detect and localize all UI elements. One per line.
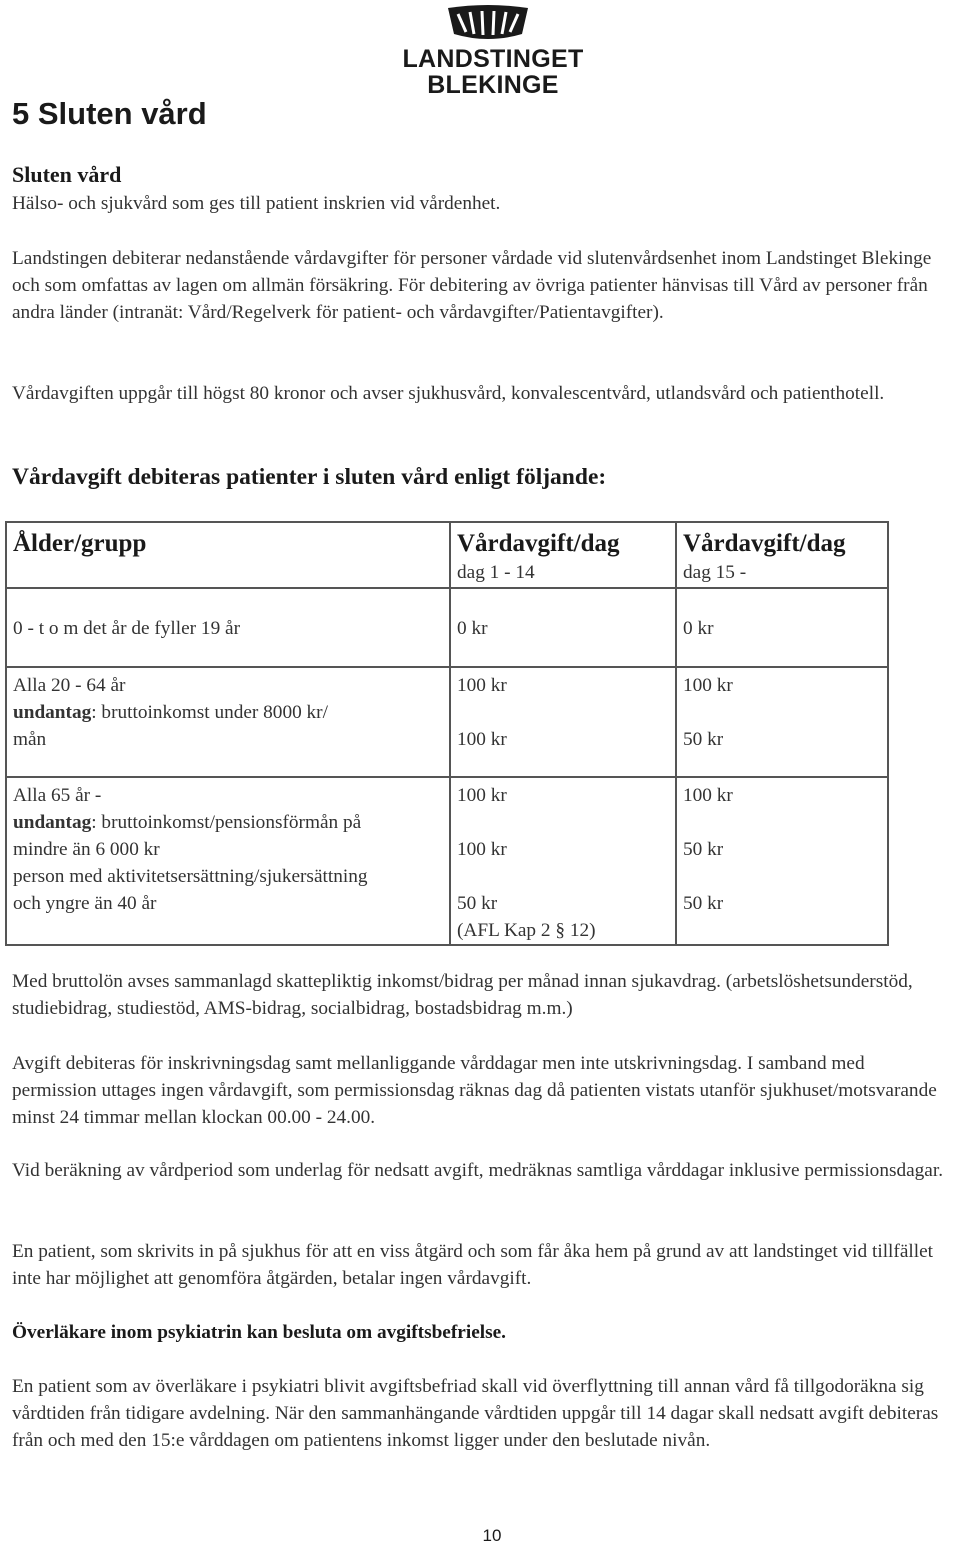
paragraph-care-period: Vid beräkning av vårdperiod som underlag för nedsatt avgift, medräknas samtliga vårddagar inklusive permissionsdagar. bbox=[12, 1160, 944, 1181]
row1-group: 0 - t o m det år de fyller 19 år bbox=[6, 588, 450, 667]
table-row bbox=[6, 777, 888, 945]
fee-table bbox=[5, 521, 889, 946]
header-age-group: Ålder/grupp bbox=[6, 522, 450, 588]
paragraph-psychiatry: En patient som av överläkare i psykiatri blivit avgiftsbefriad skall vid överflyttning till annan vård få tillgodoräkna sig vårdtiden från tidigare avdelning. När den sammanhängande vårdtiden uppgår till 14 dagar skall nedsatt avgift debiteras från och med den 15:e vårddagen om patientens inkomst ligger under den beslutade nivån. bbox=[12, 1376, 939, 1451]
paragraph-no-fee: En patient, som skrivits in på sjukhus för att en viss åtgärd och som får åka hem på grund av att landstinget vid tillfället inte har möjlighet att genomföra åtgärden, betalar ingen vårdavgift. bbox=[12, 1241, 934, 1289]
table-header-row bbox=[6, 522, 888, 588]
legal-reference: (AFL Kap 2 § 12) bbox=[457, 920, 596, 941]
row1-fee-2: 0 kr bbox=[676, 588, 888, 667]
exception-label: undantag bbox=[13, 812, 92, 833]
paragraph-admission-days: Avgift debiteras för inskrivningsdag samt mellanliggande vårddagar men inte utskrivningsdag. I samband med permission uttages ingen vårdavgift, som permissionsdag räknas dag då patienten vistats utanför sjukhuset/motsvarande minst 24 timmar mellan klockan 00.00 - 24.00. bbox=[12, 1053, 937, 1128]
page-title: 5 Sluten vård bbox=[12, 96, 207, 131]
table-row bbox=[6, 588, 888, 667]
row2-fees-1: 100 kr 100 kr bbox=[450, 667, 676, 777]
row1-fee-1: 0 kr bbox=[450, 588, 676, 667]
table-lead-heading: Vårdavgift debiteras patienter i sluten vård enligt följande: bbox=[12, 464, 607, 490]
row2-fees-2: 100 kr 50 kr bbox=[676, 667, 888, 777]
page-number: 10 bbox=[482, 1526, 502, 1545]
section-definition: Hälso- och sjukvård som ges till patient inskrien vid vårdenhet. bbox=[12, 193, 501, 214]
row3-fees-1: 100 kr 100 kr 50 kr (AFL Kap 2 § 12) bbox=[450, 777, 676, 945]
row3-fees-2: 100 kr 50 kr 50 kr bbox=[676, 777, 888, 945]
paragraph-gross-income: Med bruttolön avses sammanlagd skattepliktig inkomst/bidrag per månad innan sjukavdrag. (arbetslöshetsunderstöd, studiebidrag, studiestöd, AMS-bidrag, socialbidrag, bostadsbidrag m.m.) bbox=[12, 971, 913, 1019]
row3-group: Alla 65 år - undantag: bruttoinkomst/pensionsförmån på mindre än 6 000 kr person med aktivitetsersättning/sjukersättning och yngre än 40 år bbox=[6, 777, 450, 945]
paragraph-fees-intro: Landstingen debiterar nedanstående vårdavgifter för personer vårdade vid slutenvårdsenhet inom Landstinget Blekinge och som omfattas av lagen om allmän försäkring. För debitering av övriga patienter hänvisas till Vård av personer från andra länder (intranät: Vård/Regelverk för patient- och vårdavgifter/Patientavgifter). bbox=[12, 248, 932, 323]
psychiatry-heading: Överläkare inom psykiatrin kan besluta om avgiftsbefrielse. bbox=[12, 1322, 506, 1343]
header-fee-day-15: Vårdavgift/dag dag 15 - bbox=[676, 522, 888, 588]
crown-emblem-icon bbox=[446, 4, 530, 42]
section-heading: Sluten vård bbox=[12, 162, 122, 187]
row2-group: Alla 20 - 64 år undantag: bruttoinkomst under 8000 kr/ mån bbox=[6, 667, 450, 777]
logo-text: LANDSTINGET BLEKINGE bbox=[402, 45, 584, 99]
paragraph-max-fee: Vårdavgiften uppgår till högst 80 kronor och avser sjukhusvård, konvalescentvård, utlandsvård och patienthotell. bbox=[12, 383, 885, 404]
landstinget-blekinge-logo bbox=[348, 4, 638, 99]
table-row bbox=[6, 667, 888, 777]
exception-label: undantag bbox=[13, 702, 92, 723]
header-fee-day-1-14: Vårdavgift/dag dag 1 - 14 bbox=[450, 522, 676, 588]
